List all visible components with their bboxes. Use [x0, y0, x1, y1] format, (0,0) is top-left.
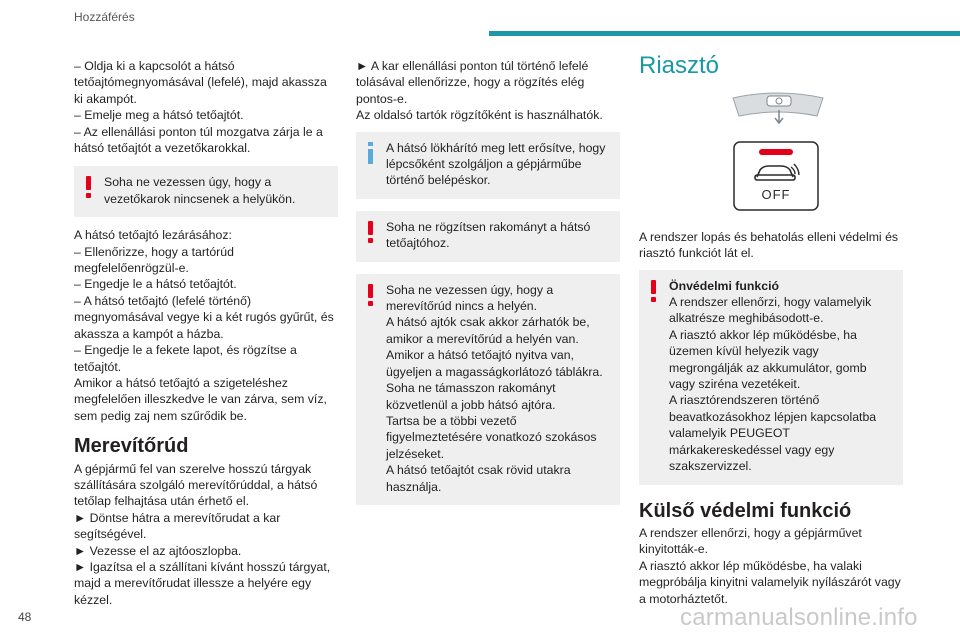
- col2-warning-box-1: [356, 211, 620, 262]
- alarm-button-label: OFF: [761, 186, 791, 202]
- col2-paragraph-1: ► A kar ellenállási ponton túl történő lefelé tolásával ellenőrizze, hogy a rögzítés elég pontos-e. Az oldalsó tartók rögzítőként is használhatók.: [356, 59, 603, 123]
- column-1: [74, 58, 338, 608]
- col3-paragraph-2: A rendszer ellenőrzi, hogy a gépjárművet kinyitották-e. A riasztó akkor lép működésbe, ha valaki megpróbálja kinyitni valamelyik nyílászárót vagy a motorháztetőt.: [639, 525, 901, 606]
- car-shield-icon: [751, 161, 801, 183]
- warning-icon: [368, 221, 373, 243]
- warning-icon: [368, 284, 373, 306]
- col1-paragraph-3: A gépjármű fel van szerelve hosszú tárgyak szállítására szolgáló merevítőrúddal, a hátsó tetőlap felhajtása után érhető el. ► Döntse hátra a merevítőrudat a kar segítségével. ► Vezesse el az ajtóoszlopba. ► Igazítsa el a szállítani kívánt hosszú tárgyat, majd a merevítőrudat illessze a helyére egy kézzel.: [74, 461, 331, 607]
- warning-icon: [651, 280, 656, 302]
- warning-icon: [86, 176, 91, 198]
- section-heading-merevitorud: Merevítőrúd: [74, 435, 189, 458]
- col3-warning-text: A rendszer ellenőrzi, hogy valamelyik alkatrésze meghibásodott-e. A riasztó akkor lép működésbe, ha üzemen kívül helyezik vagy megrongálják az akkumulátor, gomb vagy sziréna vezetékeit. A riasztórendszeren történő beavatkozásokhoz lépjen kapcsolatba valamelyik PEUGEOT márkakereskedéssel vagy egy szakszervizzel.: [669, 295, 877, 474]
- col2-info-box: [356, 132, 620, 199]
- ceiling-sensor-illustration: [731, 84, 825, 130]
- alarm-off-button[interactable]: [733, 141, 819, 211]
- header-section-label: Hozzáférés: [74, 10, 135, 24]
- col1-paragraph-1: – Oldja ki a kapcsolót a hátsó tetőajtómegnyomásával (lefelé), majd akassza ki akampót. – Emelje meg a hátsó tetőajtót. – Az ellenállási ponton túl mozgatva zárja le a hátsó tetőajtót a vezetőkarokkal.: [74, 59, 327, 156]
- col1-warning-text: Soha ne vezessen úgy, hogy a vezetőkarok nincsenek a helyükön.: [104, 175, 296, 206]
- page-number: 48: [18, 610, 32, 624]
- column-3: [639, 52, 903, 607]
- col2-warning-text-1: Soha ne rögzítsen rakományt a hátsó tetőajtóhoz.: [386, 219, 591, 251]
- col3-paragraph-1: A rendszer lopás és behatolás elleni védelmi és riasztó funkciót lát el.: [639, 229, 899, 261]
- col2-warning-text-2: Soha ne vezessen úgy, hogy a merevítőrúd nincs a helyén. A hátsó ajtók csak akkor zárhatók be, amikor a merevítőrúd a helyén van. Amikor a hátsó tetőajtó nyitva van, ügyeljen a magasságkorlátozó táblákra. Soha ne támasszon rakományt közvetlenül a jobb hátsó ajtóra. Tartsa be a többi vezető figyelmeztetésére vonatkozó szokásos jelzéseket. A hátsó tetőajtót csak rövid utakra használja.: [386, 282, 603, 494]
- col1-paragraph-2: A hátsó tetőajtó lezárásához: – Ellenőrizze, hogy a tartórúd megfelelőenrögzül-e. – Engedje le a hátsó tetőajtót. – A hátsó tetőajtó (lefelé történő) megnyomásával vegye ki a két rugós gyűrűt, és akassza a kampót a házba. – Engedje le a fekete lapot, és rögzítse a tetőajtót. Amikor a hátsó tetőajtó a szigeteléshez megfelelően illeszkedve le van zárva, sem víz, sem pedig zaj nem szűrődik be.: [74, 228, 334, 423]
- col3-warning-title: Önvédelmi funkció: [669, 278, 780, 293]
- watermark: carmanualsonline.info: [680, 604, 918, 631]
- column-2: [356, 58, 620, 505]
- section-heading-kulso-vedelmi-funkcio: Külső védelmi funkció: [639, 499, 852, 522]
- header-accent-bar: [489, 31, 960, 36]
- col3-warning-box: [639, 270, 903, 485]
- col2-info-text: A hátsó lökhárító meg lett erősítve, hogy lépcsőként szolgáljon a gépjárműbe történő belépéskor.: [386, 140, 606, 188]
- page-section-title-riaszto: Riasztó: [639, 52, 720, 79]
- col1-warning-box: [74, 166, 338, 217]
- info-icon: [368, 142, 373, 164]
- col2-warning-box-2: [356, 274, 620, 505]
